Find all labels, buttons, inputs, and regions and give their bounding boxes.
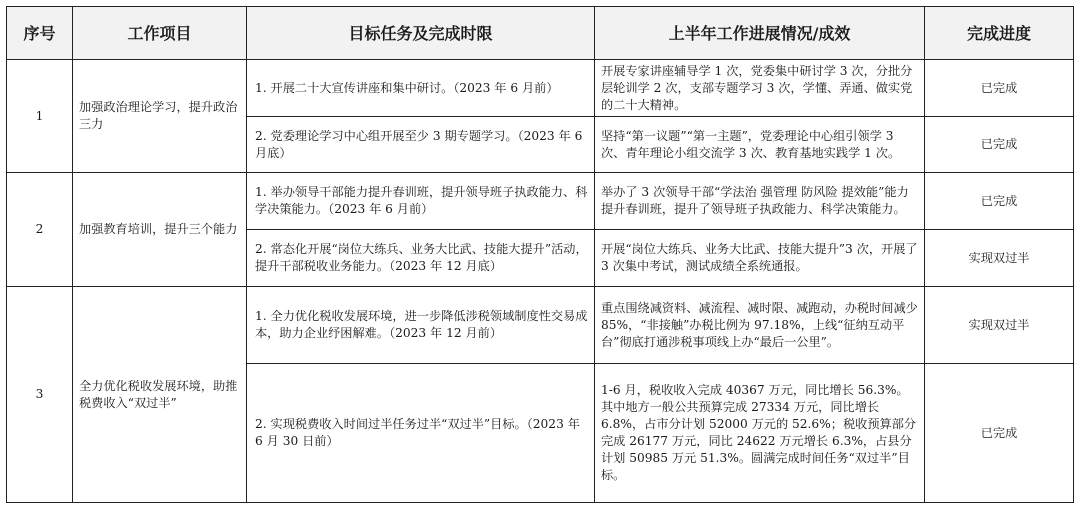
header-project: 工作项目 [73, 7, 247, 60]
progress-cell: 举办了 3 次领导干部“学法治 强管理 防风险 提效能”能力提升春训班，提升了领导班子执政能力、科学决策能力。 [595, 173, 925, 230]
table-row [7, 60, 1074, 117]
status-cell: 已完成 [925, 117, 1074, 173]
project-cell: 加强政治理论学习，提升政治三力 [73, 60, 247, 173]
target-cell: 1. 开展二十大宣传讲座和集中研讨。（2023 年 6 月前） [247, 60, 595, 117]
progress-cell: 重点围绕减资料、减流程、减时限、减跑动，办税时间减少 85%，“非接触”办税比例为 97.18%，上线“征纳互动平台”彻底打通涉税事项线上办“最后一公里”。 [595, 287, 925, 364]
target-cell: 2. 实现税费收入时间过半任务过半“双过半”目标。（2023 年 6 月 30 日前） [247, 364, 595, 503]
status-cell: 实现双过半 [925, 287, 1074, 364]
table-row [7, 287, 1074, 364]
header-status: 完成进度 [925, 7, 1074, 60]
progress-cell: 开展“岗位大练兵、业务大比武、技能大提升”3 次，开展了 3 次集中考试，测试成绩全系统通报。 [595, 230, 925, 287]
table-row [7, 173, 1074, 230]
row-number: 2 [7, 173, 73, 287]
target-cell: 1. 全力优化税收发展环境，进一步降低涉税领域制度性交易成本，助力企业纾困解难。（2023 年 12 月前） [247, 287, 595, 364]
progress-cell: 1-6 月，税收收入完成 40367 万元，同比增长 56.3%。其中地方一般公共预算完成 27334 万元，同比增长 6.8%，占市分计划 52000 万元的 52.6%；税收预算部分完成 26177 万元，同比 24622 万元增长 6.3%，占县分计划 50985 万元 51.3%。圆满完成时间任务“双过半”目标。 [595, 364, 925, 503]
header-target: 目标任务及完成时限 [247, 7, 595, 60]
target-cell: 1. 举办领导干部能力提升春训班，提升领导班子执政能力、科学决策能力。（2023 年 6 月前） [247, 173, 595, 230]
target-cell: 2. 党委理论学习中心组开展至少 3 期专题学习。（2023 年 6 月底） [247, 117, 595, 173]
header-row [7, 7, 1074, 60]
project-cell: 加强教育培训，提升三个能力 [73, 173, 247, 287]
work-progress-table [6, 6, 1074, 503]
status-cell: 已完成 [925, 364, 1074, 503]
target-cell: 2. 常态化开展“岗位大练兵、业务大比武、技能大提升”活动，提升干部税收业务能力。（2023 年 12 月底） [247, 230, 595, 287]
header-progress: 上半年工作进展情况/成效 [595, 7, 925, 60]
progress-cell: 坚持“第一议题”“第一主题”，党委理论中心组引领学 3 次、青年理论小组交流学 3 次、教育基地实践学 1 次。 [595, 117, 925, 173]
row-number: 1 [7, 60, 73, 173]
project-cell: 全力优化税收发展环境，助推税费收入“双过半” [73, 287, 247, 503]
status-cell: 已完成 [925, 173, 1074, 230]
row-number: 3 [7, 287, 73, 503]
progress-cell: 开展专家讲座辅导学 1 次，党委集中研讨学 3 次，分批分层轮训学 2 次，支部专题学习 3 次，学懂、弄通、做实党的二十大精神。 [595, 60, 925, 117]
header-no: 序号 [7, 7, 73, 60]
status-cell: 实现双过半 [925, 230, 1074, 287]
status-cell: 已完成 [925, 60, 1074, 117]
